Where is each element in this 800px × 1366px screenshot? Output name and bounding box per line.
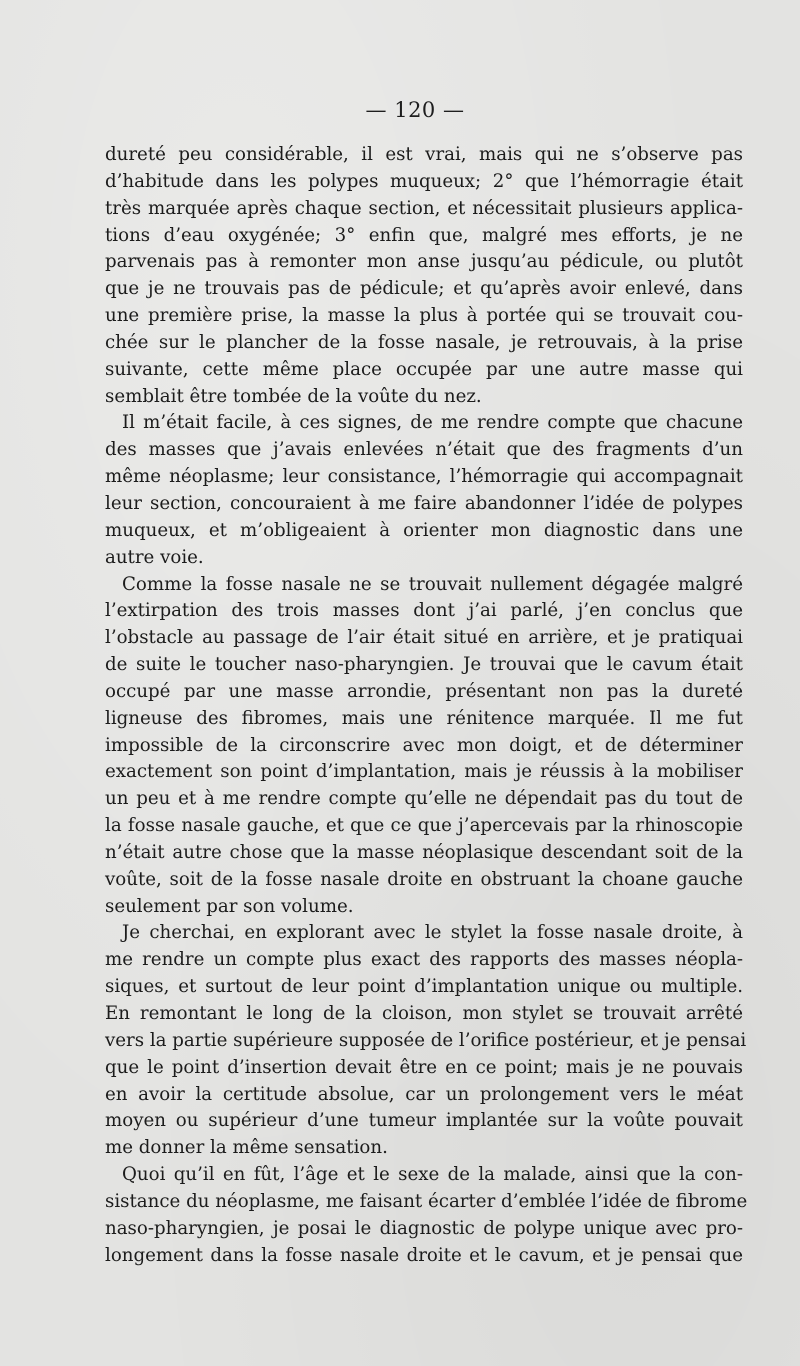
text-line: Comme la fosse nasale ne se trouvait nullement dégagée malgré xyxy=(122,573,743,595)
text-line: semblait être tombée de la voûte du nez. xyxy=(105,385,482,407)
text-line: longement dans la fosse nasale droite et le cavum, et je pensai que xyxy=(105,1244,743,1266)
text-line: des masses que j’avais enlevées n’était que des fragments d’un xyxy=(105,439,743,461)
text-line: de suite le toucher naso-pharyngien. Je trouvai que le cavum était xyxy=(105,654,743,676)
text-line: seulement par son volume. xyxy=(105,895,354,917)
text-line: l’obstacle au passage de l’air était situé en arrière, et je pratiquai xyxy=(105,627,743,649)
text-line: autre voie. xyxy=(105,546,204,568)
text-line: la fosse nasale gauche, et que ce que j’apercevais par la rhinoscopie xyxy=(105,815,743,837)
text-line: d’habitude dans les polypes muqueux; 2° que l’hémorragie était xyxy=(105,170,743,192)
text-line: n’était autre chose que la masse néoplasique descendant soit de la xyxy=(105,841,743,863)
text-line: que je ne trouvais pas de pédicule; et qu’après avoir enlevé, dans xyxy=(105,278,743,300)
text-line: leur section, concouraient à me faire abandonner l’idée de polypes xyxy=(105,492,743,514)
text-line: occupé par une masse arrondie, présentant non pas la dureté xyxy=(105,680,743,702)
text-line: en avoir la certitude absolue, car un prolongement vers le méat xyxy=(105,1083,743,1105)
text-line: moyen ou supérieur d’une tumeur implantée sur la voûte pouvait xyxy=(105,1110,743,1132)
text-line: une première prise, la masse la plus à portée qui se trouvait cou- xyxy=(105,305,743,327)
text-line: muqueux, et m’obligeaient à orienter mon diagnostic dans une xyxy=(105,519,743,541)
text-line: En remontant le long de la cloison, mon stylet se trouvait arrêté xyxy=(105,1003,743,1024)
text-line: Je cherchai, en explorant avec le stylet la fosse nasale droite, à xyxy=(122,922,743,944)
text-line: siques, et surtout de leur point d’implantation unique ou multiple. xyxy=(105,976,743,998)
text-line: que le point d’insertion devait être en ce point; mais je ne pouvais xyxy=(105,1056,743,1078)
text-line: voûte, soit de la fosse nasale droite en obstruant la choane gauche xyxy=(105,868,743,890)
text-line: exactement son point d’implantation, mais je réussis à la mobiliser xyxy=(105,761,743,783)
page-number: — 120 — xyxy=(365,98,465,122)
text-line: l’extirpation des trois masses dont j’ai parlé, j’en conclus que xyxy=(105,600,743,622)
text-line: impossible de la circonscrire avec mon doigt, et de déterminer xyxy=(105,734,743,756)
text-line: sistance du néoplasme, me faisant écarter d’emblée l’idée de fibrome xyxy=(105,1190,748,1212)
text-line: me donner la même sensation. xyxy=(105,1137,388,1159)
text-line: ligneuse des fibromes, mais une rénitence marquée. Il me fut xyxy=(105,707,743,729)
text-line: très marquée après chaque section, et nécessitait plusieurs applica- xyxy=(105,197,743,219)
text-line: vers la partie supérieure supposée de l’orifice postérieur, et je pensai xyxy=(105,1029,747,1051)
text-line: me rendre un compte plus exact des rapports des masses néopla- xyxy=(105,949,743,971)
text-line: un peu et à me rendre compte qu’elle ne dépendait pas du tout de xyxy=(105,788,743,810)
text-line: dureté peu considérable, il est vrai, mais qui ne s’observe pas xyxy=(105,144,743,165)
text-line: tions d’eau oxygénée; 3° enfin que, malgré mes efforts, je ne xyxy=(105,224,743,246)
text-line: Il m’était facile, à ces signes, de me rendre compte que chacune xyxy=(122,412,743,434)
text-line: même néoplasme; leur consistance, l’hémorragie qui accompagnait xyxy=(105,466,743,488)
text-line: chée sur le plancher de la fosse nasale, je retrouvais, à la prise xyxy=(105,331,743,353)
body-text xyxy=(105,142,748,1269)
text-line: suivante, cette même place occupée par une autre masse qui xyxy=(105,358,743,380)
text-line: Quoi qu’il en fût, l’âge et le sexe de la malade, ainsi que la con- xyxy=(122,1164,743,1186)
text-line: naso-pharyngien, je posai le diagnostic de polype unique avec pro- xyxy=(105,1217,743,1239)
text-line: parvenais pas à remonter mon anse jusqu’au pédicule, ou plutôt xyxy=(105,251,743,273)
